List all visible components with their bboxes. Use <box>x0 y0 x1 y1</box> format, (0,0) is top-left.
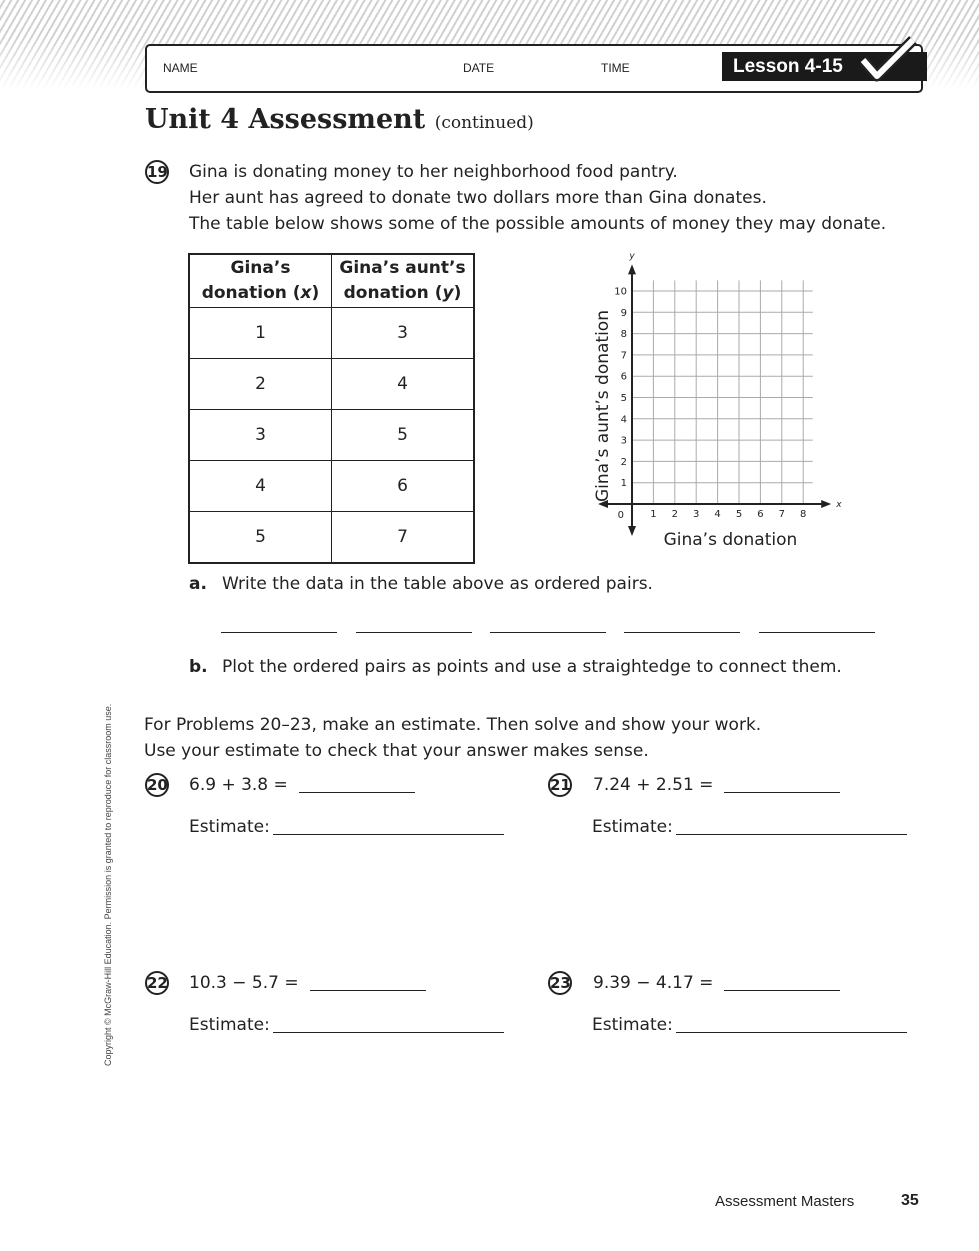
cell: 3 <box>189 410 332 461</box>
y-tick-label: 7 <box>620 350 627 362</box>
instruction-line: For Problems 20–23, make an estimate. Then solve and show your work. <box>144 715 762 735</box>
instruction-line: Use your estimate to check that your answer makes sense. <box>144 741 649 761</box>
x-tick-label: 4 <box>714 509 721 520</box>
hdr-line: Gina’s aunt’s <box>339 258 466 278</box>
x-axis-letter: x <box>836 500 842 510</box>
x-tick-label: 6 <box>757 509 764 520</box>
problem-22-expression: 10.3 − 5.7 = <box>189 973 299 993</box>
problem-23-expression: 9.39 − 4.17 = <box>593 973 714 993</box>
problem-20-expression: 6.9 + 3.8 = <box>189 775 288 795</box>
y-tick-label: 9 <box>620 307 627 319</box>
hdr-line: donation ( <box>343 283 443 303</box>
table-row <box>189 410 474 461</box>
paren: ) <box>311 283 320 303</box>
name-label: NAME <box>163 61 198 75</box>
part-b-label: b. <box>189 657 208 677</box>
estimate-blank[interactable] <box>676 833 907 835</box>
problem-number-19: 19 <box>145 160 169 184</box>
cell: 4 <box>189 461 332 512</box>
y-tick-label: 4 <box>620 414 627 426</box>
problem-21-expression: 7.24 + 2.51 = <box>593 775 714 795</box>
table-row <box>189 512 474 564</box>
answer-blank[interactable] <box>624 631 740 633</box>
problem-number-20: 20 <box>145 773 169 797</box>
estimate-blank[interactable] <box>273 1031 504 1033</box>
q19-line: The table below shows some of the possible amounts of money they may donate. <box>189 214 887 234</box>
problem-number-23: 23 <box>548 971 572 995</box>
var: x <box>300 283 312 303</box>
estimate-label: Estimate: <box>592 1015 673 1035</box>
y-tick-label: 8 <box>620 329 627 341</box>
q19-text <box>189 159 886 237</box>
x-tick-label: 8 <box>800 509 807 520</box>
q19-line: Gina is donating money to her neighborhood food pantry. <box>189 162 678 182</box>
hdr-line: donation ( <box>201 283 301 303</box>
page-title <box>145 104 534 135</box>
estimate-label: Estimate: <box>189 1015 270 1035</box>
x-tick-label: 5 <box>735 509 743 520</box>
cell: 6 <box>332 461 475 512</box>
lesson-label: Lesson 4-15 <box>733 56 843 77</box>
footer-book: Assessment Masters <box>715 1193 855 1210</box>
col-header-y <box>332 254 475 308</box>
problem-number-22: 22 <box>145 971 169 995</box>
answer-blank[interactable] <box>490 631 606 633</box>
y-axis-title: Gina’s aunt’s donation <box>593 310 613 503</box>
cell: 5 <box>189 512 332 564</box>
x-tick-label: 1 <box>650 509 657 520</box>
cell: 7 <box>332 512 475 564</box>
cell: 2 <box>189 359 332 410</box>
y-tick-label: 5 <box>620 393 627 404</box>
x-axis-arrow-right <box>821 500 831 508</box>
table-row <box>189 461 474 512</box>
estimate-blank[interactable] <box>676 1031 907 1033</box>
answer-blank[interactable] <box>310 989 426 991</box>
instructions <box>144 712 761 764</box>
title-main: Unit 4 Assessment <box>145 104 426 135</box>
answer-blank[interactable] <box>221 631 337 633</box>
x-tick-label: 2 <box>671 509 678 520</box>
answer-blank[interactable] <box>356 631 472 633</box>
estimate-blank[interactable] <box>273 833 504 835</box>
table-row <box>189 308 474 359</box>
origin-label: 0 <box>617 510 624 521</box>
q19-line: Her aunt has agreed to donate two dollars more than Gina donates. <box>189 188 767 208</box>
y-tick-label: 2 <box>620 456 627 468</box>
y-axis-letter: y <box>629 251 635 262</box>
y-axis-arrow-down <box>628 526 636 536</box>
y-tick-label: 3 <box>620 435 627 447</box>
y-tick-label: 1 <box>620 478 627 490</box>
cell: 1 <box>189 308 332 359</box>
x-axis-title: Gina’s donation <box>663 530 798 550</box>
title-sub: (continued) <box>434 113 534 133</box>
problem-number-21: 21 <box>548 773 572 797</box>
donation-table <box>188 253 475 564</box>
answer-blank[interactable] <box>759 631 875 633</box>
part-a-label: a. <box>189 574 207 594</box>
cell: 4 <box>332 359 475 410</box>
estimate-label: Estimate: <box>592 817 673 837</box>
answer-blank[interactable] <box>724 791 840 793</box>
cell: 5 <box>332 410 475 461</box>
table-row <box>189 359 474 410</box>
x-tick-label: 7 <box>778 509 785 520</box>
answer-blank[interactable] <box>724 989 840 991</box>
col-header-x <box>189 254 332 308</box>
date-label: DATE <box>463 61 495 75</box>
y-tick-label: 10 <box>614 286 627 298</box>
hdr-line: Gina’s <box>230 258 291 278</box>
cell: 3 <box>332 308 475 359</box>
copyright-notice: Copyright © McGraw-Hill Education. Permission is granted to reproduce for classroom use. <box>103 703 113 1066</box>
part-b-text: Plot the ordered pairs as points and use a straightedge to connect them. <box>222 657 842 677</box>
page-number: 35 <box>901 1192 919 1209</box>
time-label: TIME <box>601 61 630 75</box>
estimate-label: Estimate: <box>189 817 270 837</box>
x-tick-label: 3 <box>693 509 700 520</box>
paren: ) <box>453 283 462 303</box>
var: y <box>442 283 454 303</box>
answer-blank[interactable] <box>299 791 415 793</box>
y-tick-label: 6 <box>620 371 627 383</box>
checkmark-icon <box>855 34 925 84</box>
y-axis-arrow-up <box>628 264 636 274</box>
coordinate-grid[interactable] <box>580 240 860 560</box>
part-a-text: Write the data in the table above as ordered pairs. <box>222 574 653 594</box>
